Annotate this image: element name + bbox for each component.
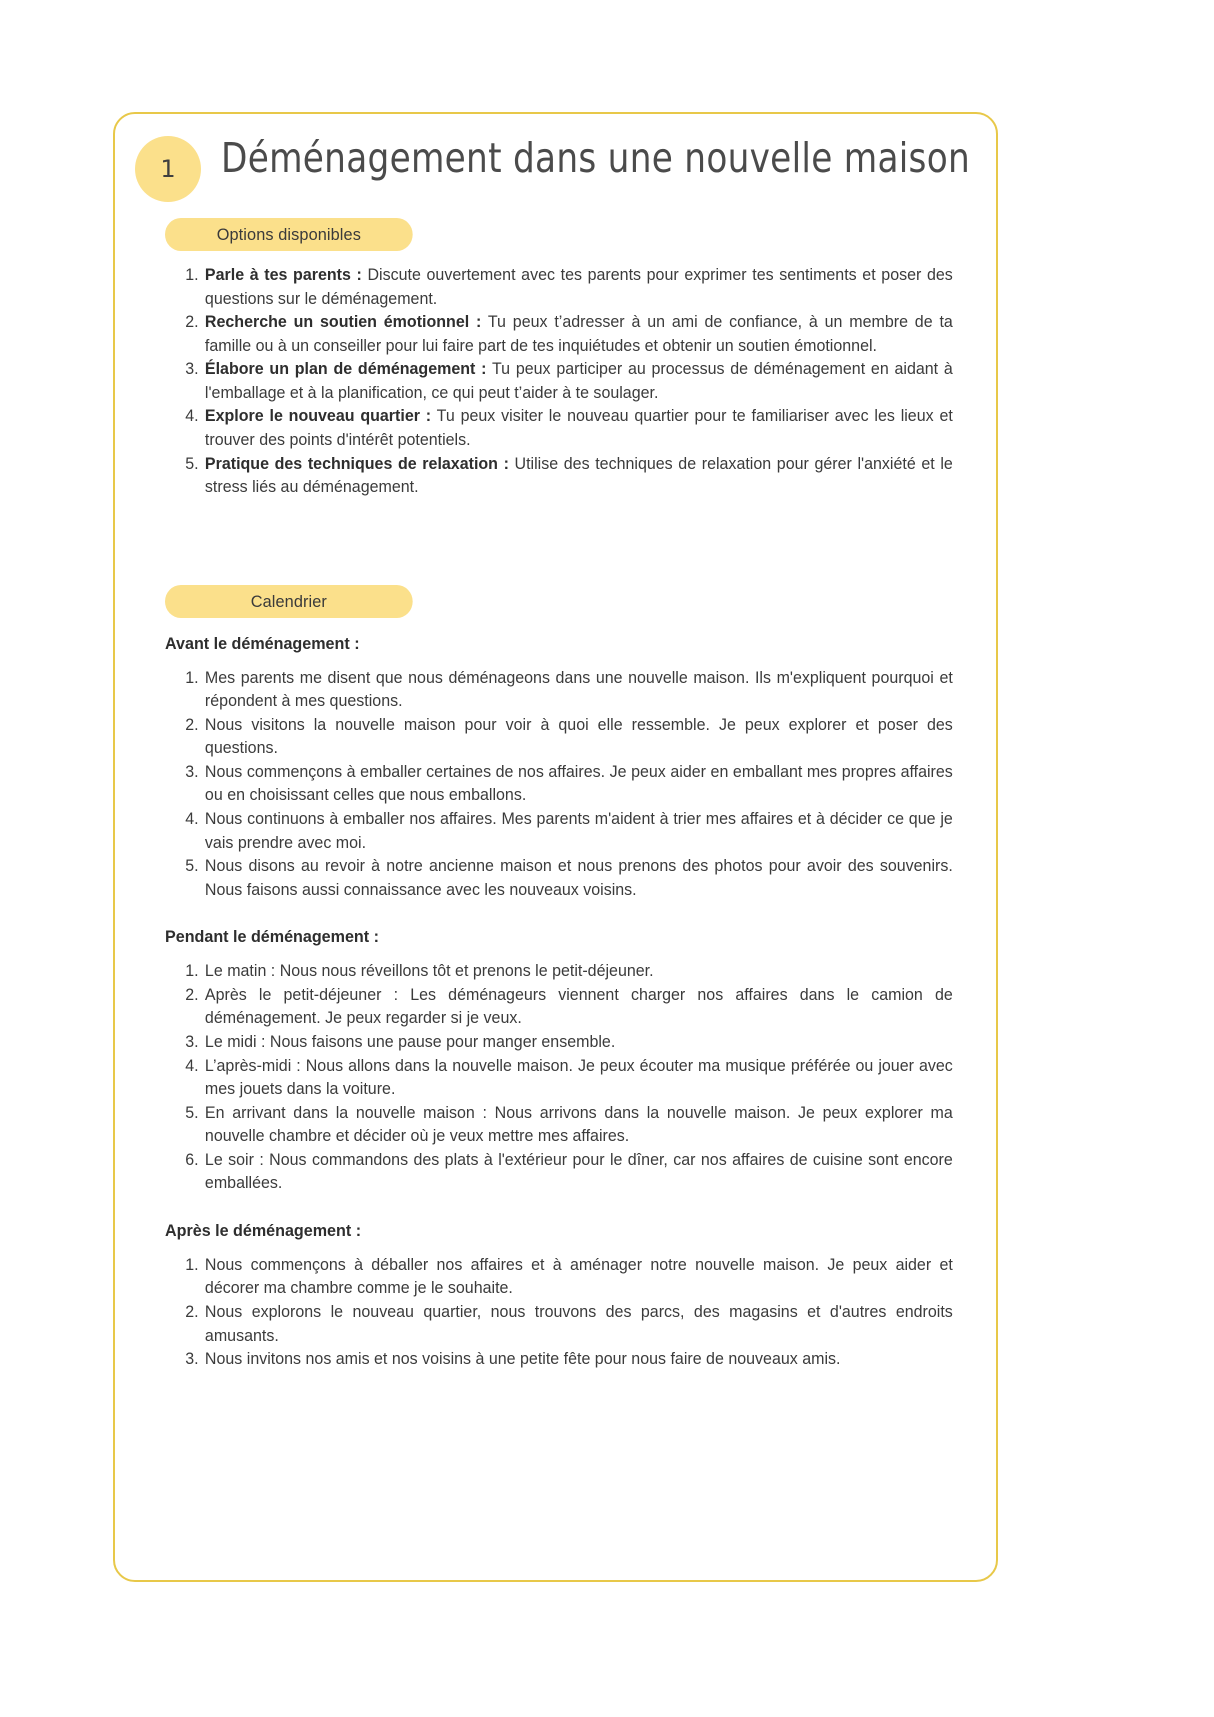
option-text: Tu peux participer au processus de déménagement en aidant à l'emballage et à la planification, ce qui peut t’aider à te soulager.	[204, 359, 953, 402]
list-item: 1. Mes parents me disent que nous déménageons dans une nouvelle maison. Ils m'expliquent pourquoi et répondent à mes questions.	[203, 666, 953, 713]
list-item: 4. L’après-midi : Nous allons dans la nouvelle maison. Je peux écouter ma musique préférée ou jouer avec mes jouets dans la voiture.	[203, 1054, 953, 1101]
section-number-badge	[135, 136, 201, 202]
option-lead: Parle à tes parents :	[204, 265, 362, 284]
list-item: 2. Nous explorons le nouveau quartier, nous trouvons des parcs, des magasins et d'autres endroits amusants.	[203, 1300, 953, 1347]
section-number: 1	[160, 155, 176, 183]
option-lead: Élabore un plan de déménagement :	[204, 359, 487, 379]
option-lead: Explore le nouveau quartier :	[204, 406, 432, 426]
list-item: 1. Le matin : Nous nous réveillons tôt et prenons le petit-déjeuner.	[203, 959, 953, 983]
list-item: 3. Nous commençons à emballer certaines de nos affaires. Je peux aider en emballant mes propres affaires ou en choisissant celles que nous emballons.	[203, 760, 953, 807]
calendar-list-apres	[131, 1253, 980, 1371]
spacer	[131, 618, 980, 634]
list-item	[203, 310, 953, 357]
list-item	[203, 404, 953, 451]
option-text: Discute ouvertement avec tes parents pour exprimer tes sentiments et poser des questions sur le déménagement.	[204, 265, 953, 308]
calendar-list-avant	[131, 666, 980, 902]
badge-calendrier: Calendrier	[165, 585, 413, 618]
option-lead: Recherche un soutien émotionnel :	[204, 312, 482, 332]
heading-apres-demenagement: Après le déménagement :	[165, 1220, 362, 1240]
list-item	[203, 452, 953, 499]
spacer	[131, 1195, 980, 1221]
option-text: Utilise des techniques de relaxation pour gérer l'anxiété et le stress liés au déménagement.	[204, 453, 953, 497]
list-item: 1. Nous commençons à déballer nos affaires et à aménager notre nouvelle maison. Je peux aider et décorer ma chambre comme je le souhaite.	[203, 1253, 953, 1300]
list-item: 3. Le midi : Nous faisons une pause pour manger ensemble.	[203, 1030, 953, 1054]
card-header	[115, 126, 996, 206]
calendar-list-pendant	[131, 959, 980, 1195]
option-lead: Pratique des techniques de relaxation :	[204, 453, 509, 473]
badge-options-disponibles: Options disponibles	[165, 218, 413, 251]
list-item: 5. Nous disons au revoir à notre ancienne maison et nous prenons des photos pour avoir des souvenirs. Nous faisons aussi connaissance avec les nouveaux voisins.	[203, 854, 953, 901]
option-text: Tu peux visiter le nouveau quartier pour te familiariser avec les lieux et trouver des points d'intérêt potentiels.	[204, 406, 953, 449]
list-item: 5. En arrivant dans la nouvelle maison : Nous arrivons dans la nouvelle maison. Je peux explorer ma nouvelle chambre et décider où je veux mettre mes affaires.	[203, 1101, 953, 1148]
spacer	[131, 499, 980, 585]
content-card	[113, 112, 998, 1582]
heading-pendant-demenagement: Pendant le déménagement :	[165, 927, 379, 947]
page-title: Déménagement dans une nouvelle maison	[221, 134, 970, 182]
option-text: Tu peux t’adresser à un ami de confiance, à un membre de ta famille ou à un conseiller pour lui faire part de tes inquiétudes et obtenir un soutien émotionnel.	[204, 312, 953, 355]
list-item: 2. Nous visitons la nouvelle maison pour voir à quoi elle ressemble. Je peux explorer et poser des questions.	[203, 713, 953, 760]
list-item: 2. Après le petit-déjeuner : Les déménageurs viennent charger nos affaires dans le camion de déménagement. Je peux regarder si je veux.	[203, 983, 953, 1030]
heading-avant-demenagement: Avant le déménagement :	[165, 633, 360, 653]
list-item: 6. Le soir : Nous commandons des plats à l'extérieur pour le dîner, car nos affaires de cuisine sont encore emballées.	[203, 1148, 953, 1195]
list-item	[203, 263, 953, 310]
card-body	[115, 210, 996, 1371]
list-item: 3. Nous invitons nos amis et nos voisins à une petite fête pour nous faire de nouveaux amis.	[203, 1347, 953, 1371]
list-item: 4. Nous continuons à emballer nos affaires. Mes parents m'aident à trier mes affaires et à décider ce que je vais prendre avec moi.	[203, 807, 953, 854]
list-item	[203, 357, 953, 404]
options-list	[131, 263, 980, 499]
spacer	[131, 901, 980, 927]
